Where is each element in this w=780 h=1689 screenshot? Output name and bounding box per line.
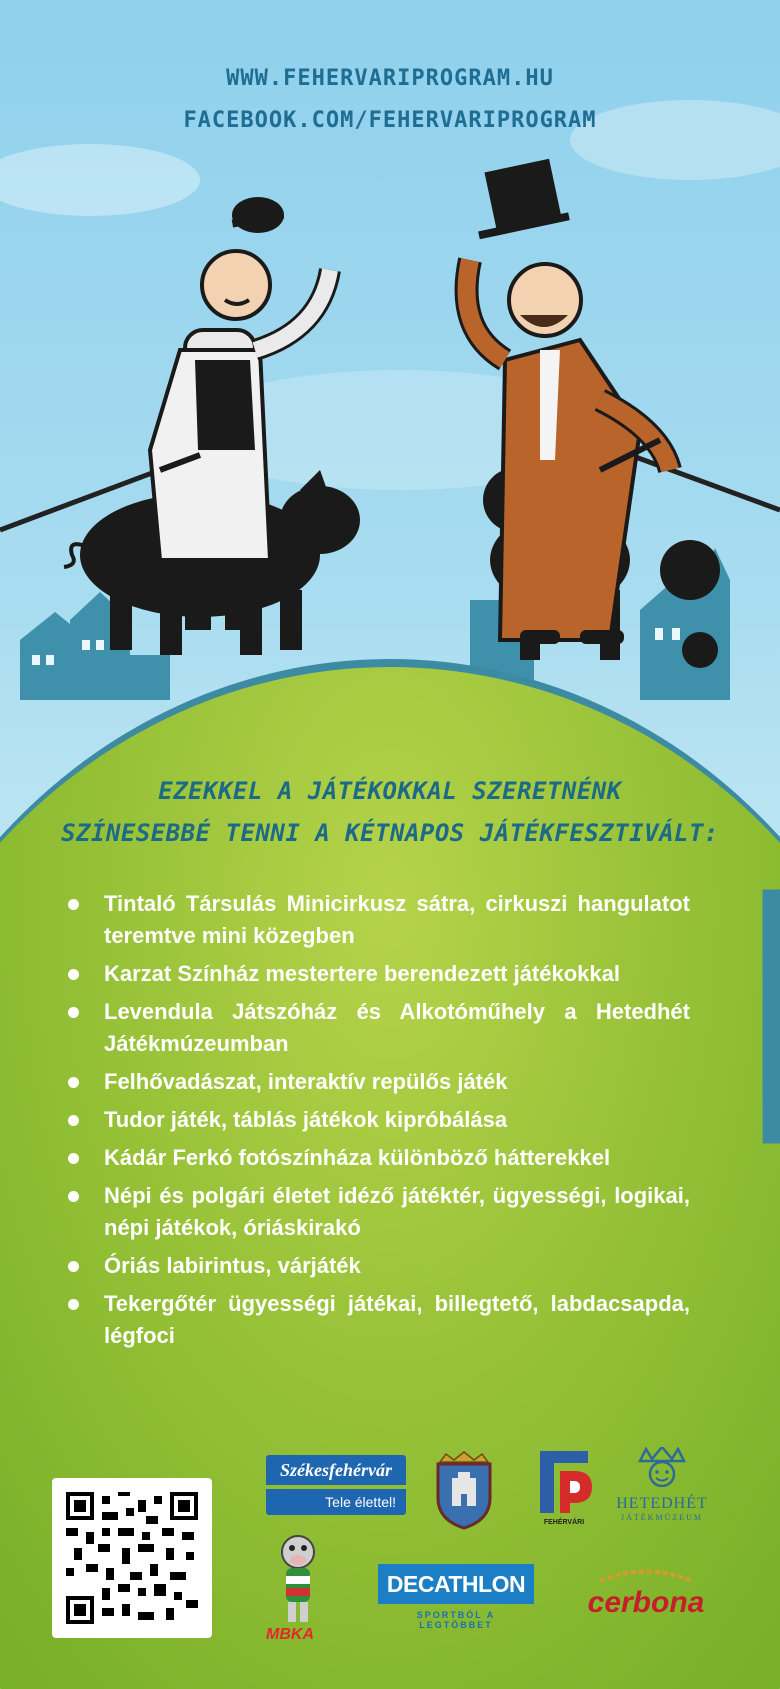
- headline: [0, 770, 780, 854]
- mbka-logo[interactable]: [264, 1530, 334, 1650]
- bullet-icon: [68, 1261, 79, 1272]
- headline-line-2: SZÍNESEBBÉ TENNI A KÉTNAPOS JÁTÉKFESZTIVÁLT:: [61, 819, 719, 847]
- bullet-icon: [68, 1115, 79, 1126]
- list-item: Kádár Ferkó fotószínháza különböző hátterekkel: [68, 1142, 690, 1174]
- hetedhet-name: HETEDHÉT: [616, 1495, 708, 1512]
- list-item: Tekergőtér ügyességi játékai, billegtető, labdacsapda, légfoci: [68, 1288, 690, 1352]
- bullet-icon: [68, 899, 79, 910]
- decathlon-wordmark: DECATHLON: [378, 1564, 534, 1604]
- list-item: Népi és polgári életet idéző játéktér, ügyességi, logikai, népi játékok, óriáskirakó: [68, 1180, 690, 1244]
- decathlon-logo[interactable]: [378, 1564, 534, 1630]
- facebook-link[interactable]: FACEBOOK.COM/FEHERVARIPROGRAM: [183, 108, 597, 133]
- list-item: Felhővadászat, interaktív repülős játék: [68, 1066, 690, 1098]
- crown-face-icon: [634, 1447, 690, 1487]
- list-item: Tintaló Társulás Minicirkusz sátra, cirkuszi hangulatot teremtve mini közegben: [68, 888, 690, 952]
- headline-line-1: EZEKKEL A JÁTÉKOKKAL SZERETNÉNK: [158, 777, 622, 805]
- szekesfehervar-slogan: Tele élettel!: [266, 1489, 406, 1515]
- bullet-icon: [68, 1191, 79, 1202]
- cerbona-wordmark: cerbona: [587, 1586, 705, 1619]
- decathlon-slogan: SPORTBÓL A LEGTÖBBET: [416, 1610, 496, 1630]
- cerbona-logo[interactable]: [580, 1567, 712, 1617]
- hetedhet-logo[interactable]: [607, 1447, 717, 1522]
- fehervari-fp-icon: [530, 1447, 596, 1517]
- qr-code[interactable]: [52, 1478, 212, 1638]
- fehervari-logo[interactable]: [530, 1447, 596, 1537]
- bullet-icon: [68, 1007, 79, 1018]
- bullet-icon: [68, 1153, 79, 1164]
- city-crest-logo[interactable]: [432, 1450, 496, 1530]
- crest-icon: [432, 1450, 496, 1530]
- list-item: Óriás labirintus, várjáték: [68, 1250, 690, 1282]
- qr-code-icon: [66, 1492, 198, 1624]
- program-content: [0, 770, 780, 1358]
- header-links: [0, 58, 780, 142]
- bullet-icon: [68, 1299, 79, 1310]
- list-item: Karzat Színház mestertere berendezett játékokkal: [68, 958, 690, 990]
- games-list: [0, 888, 780, 1352]
- fehervari-caption: FEHÉRVÁRI: [543, 1519, 585, 1526]
- list-item: Tudor játék, táblás játékok kipróbálása: [68, 1104, 690, 1136]
- bullet-icon: [68, 969, 79, 980]
- cow-mascot-icon: [264, 1530, 334, 1626]
- list-item: Levendula Játszóház és Alkotóműhely a Hetedhét Játékmúzeumban: [68, 996, 690, 1060]
- mbka-text: MBKA: [266, 1626, 314, 1643]
- szekesfehervar-logo[interactable]: [266, 1455, 406, 1521]
- hetedhet-subtitle: JÁTÉKMÚZEUM: [621, 1513, 703, 1522]
- bullet-icon: [68, 1077, 79, 1088]
- website-link[interactable]: WWW.FEHERVARIPROGRAM.HU: [226, 66, 554, 91]
- wheat-arc-icon: [580, 1568, 712, 1582]
- szekesfehervar-title: Székesfehérvár: [266, 1455, 406, 1485]
